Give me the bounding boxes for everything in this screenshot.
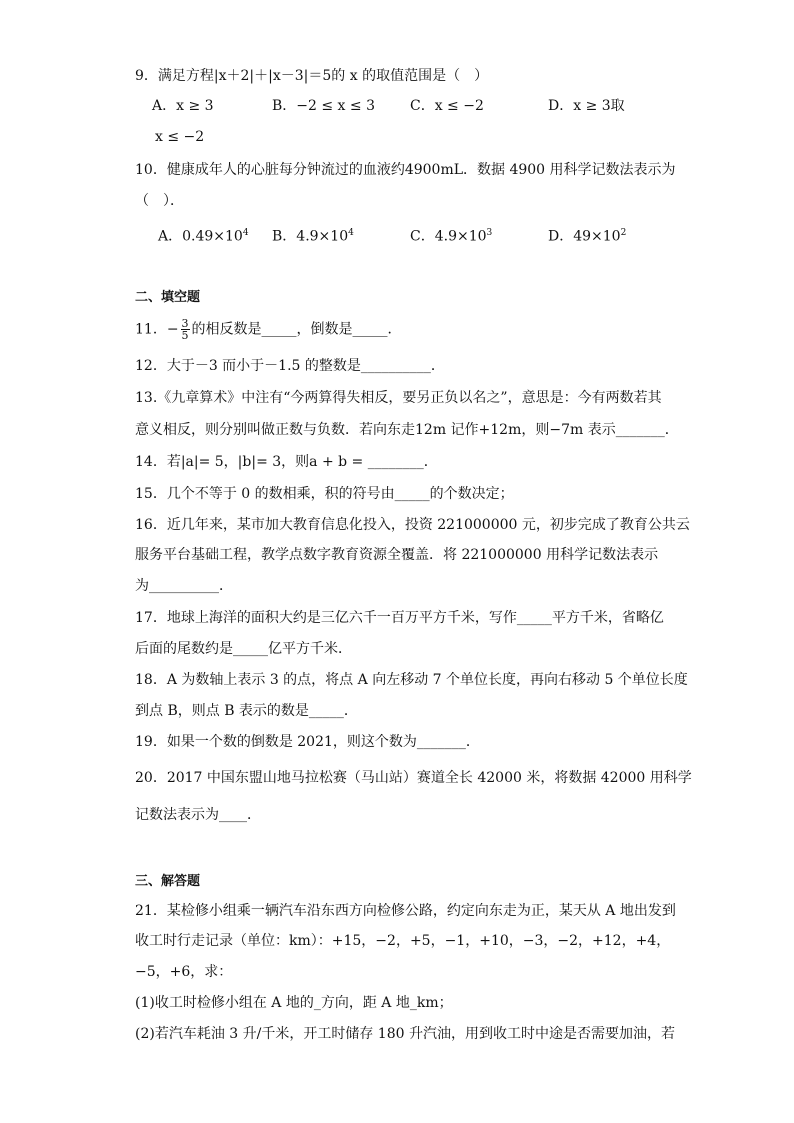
section-3-title: 三、解答题 — [135, 874, 201, 889]
q18-line-2: 到点 B，则点 B 表示的数是_____． — [135, 703, 358, 719]
section-2-title: 二、填空题 — [135, 290, 201, 305]
q18-line-1: 18．A 为数轴上表示 3 的点，将点 A 向左移动 7 个单位长度，再向右移动 5 个单位长度 — [135, 672, 688, 688]
q21-line-4: (1)收工时检修小组在 A 地的_方向，距 A 地_km； — [135, 995, 453, 1011]
q9-option-a: A．x ≥ 3 — [152, 98, 214, 114]
q14: 14．若|a|= 5，|b|= 3，则a + b = ________． — [135, 454, 438, 470]
q17-line-2: 后面的尾数约是_____亿平方千米． — [135, 641, 352, 657]
q12: 12．大于－3 而小于－1.5 的整数是__________． — [135, 358, 445, 374]
q9-option-d-cont: x ≤ −2 — [155, 129, 205, 145]
q13-line-2: 意义相反，则分别叫做正数与负数．若向东走12m 记作+12m，则−7m 表示_______． — [135, 422, 679, 438]
q21-line-5: (2)若汽车耗油 3 升/千米，开工时储存 180 升汽油，用到收工时中途是否需要加油，若 — [135, 1026, 675, 1042]
q10-stem-cont: （ ）． — [135, 193, 184, 209]
q16-line-3: 为__________． — [135, 578, 233, 594]
q9-option-d: D．x ≥ 3取 — [548, 98, 625, 114]
q9-stem: 9．满足方程|x＋2|＋|x－3|＝5的 x 的取值范围是（ ） — [135, 68, 489, 84]
q21-line-2: 收工时行走记录（单位：km）：+15，−2，+5，−1，+10，−3，−2，+12，+4， — [135, 933, 671, 949]
q15: 15．几个不等于 0 的数相乘，积的符号由_____的个数决定； — [135, 486, 514, 502]
q11-fraction: $\frac{3}{5}$ — [181, 317, 189, 342]
q16-line-2: 服务平台基础工程，教学点数字教育资源全覆盖．将 221000000 用科学记数法表示 — [135, 547, 659, 563]
q9-option-b: B．−2 ≤ x ≤ 3 — [272, 98, 375, 114]
q16-line-1: 16．近几年来，某市加大教育信息化投入，投资 221000000 元，初步完成了教育公共云 — [135, 517, 690, 533]
q20-line-1: 20．2017 中国东盟山地马拉松赛（马山站）赛道全长 42000 米，将数据 42000 用科学 — [135, 770, 692, 786]
q21-line-3: −5，+6，求： — [135, 964, 233, 980]
q11: 11．− $\frac{3}{5}$ 的相反数是_____，倒数是_____． — [135, 317, 402, 342]
q20-line-2: 记数法表示为____． — [135, 807, 261, 823]
q13-line-1: 13.《九章算术》中注有“今两算得失相反，要另正负以名之”，意思是：今有两数若其 — [135, 390, 662, 406]
q9-option-c: C．x ≤ −2 — [410, 98, 484, 114]
q10-option-d: D．$49\times 10^2$ — [548, 228, 627, 245]
q21-line-1: 21．某检修小组乘一辆汽车沿东西方向检修公路，约定向东走为正，某天从 A 地出发到 — [135, 903, 676, 919]
q10-stem: 10．健康成年人的心脏每分钟流过的血液约4900mL．数据 4900 用科学记数法表示为 — [135, 162, 676, 178]
q19: 19．如果一个数的倒数是 2021，则这个数为_______． — [135, 734, 480, 750]
q10-option-c: C．$4.9\times 10^3$ — [410, 228, 493, 245]
q17-line-1: 17．地球上海洋的面积大约是三亿六千一百万平方千米，写作_____平方千米，省略亿 — [135, 610, 664, 626]
q10-option-a: A．$0.49\times 10^4$ — [158, 228, 249, 245]
q10-option-b: B．$4.9\times 10^4$ — [272, 228, 354, 245]
